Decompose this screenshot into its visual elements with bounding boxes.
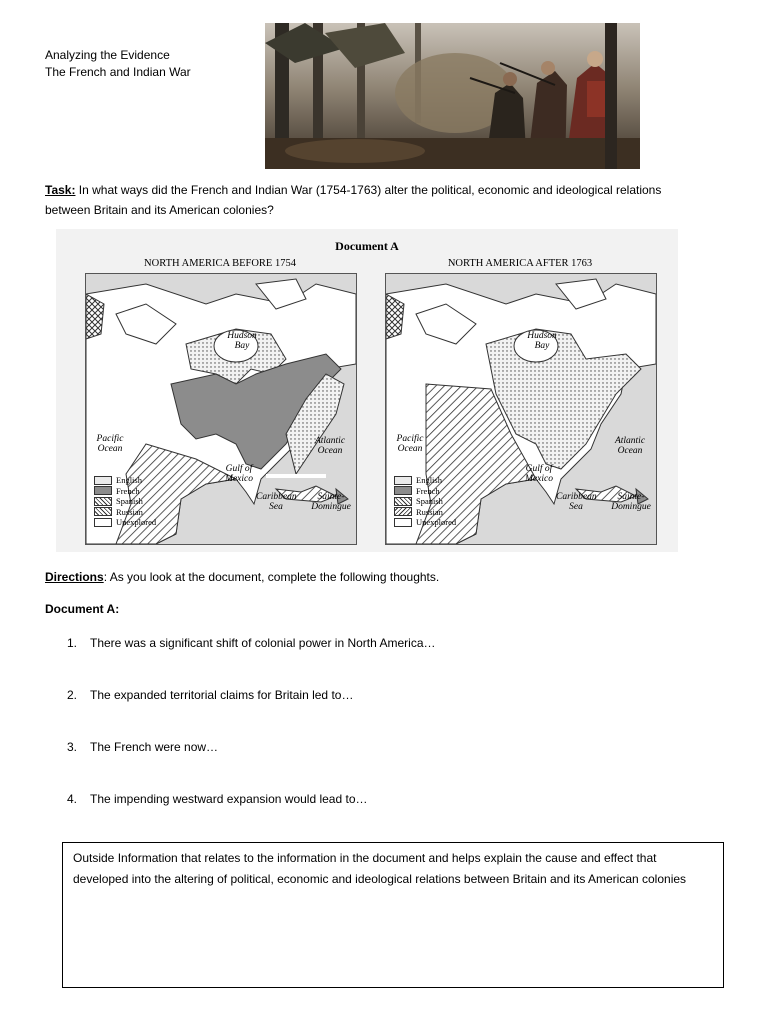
document-a-heading: Document A:: [45, 602, 120, 616]
directions: [45, 570, 439, 584]
question-item: [67, 688, 353, 702]
question-text: There was a significant shift of colonial power in North America…: [90, 636, 436, 650]
directions-text: : As you look at the document, complete the following thoughts.: [103, 570, 440, 584]
atlantic-ocean-label: Atlantic Ocean: [614, 436, 646, 456]
question-text: The expanded territorial claims for Britain led to…: [90, 688, 354, 702]
pacific-ocean-label: Pacific Ocean: [96, 434, 124, 454]
task-prompt: [45, 180, 705, 220]
task-label: Task:: [45, 183, 76, 197]
caribbean-sea-label: Caribbean Sea: [256, 492, 297, 512]
question-number: 1.: [67, 636, 78, 650]
question-text: The impending westward expansion would lead to…: [90, 792, 368, 806]
battle-painting-image: [265, 23, 640, 169]
outside-information-prompt: Outside Information that relates to the information in the document and helps explain the cause and effect that developed into the altering of political, economic and ideological relations between Britain and its American colonies: [73, 851, 687, 886]
map-legend: [394, 475, 456, 528]
map-before-1754: [85, 273, 357, 545]
atlantic-ocean-label: Atlantic Ocean: [314, 436, 346, 456]
worksheet-header: [45, 47, 191, 81]
map-legend: [94, 475, 156, 528]
legend-spanish: Spanish: [416, 496, 443, 506]
map-before-caption: NORTH AMERICA BEFORE 1754: [144, 258, 296, 269]
map-after-caption: NORTH AMERICA AFTER 1763: [447, 258, 593, 269]
question-number: 3.: [67, 740, 78, 754]
pacific-ocean-label: Pacific Ocean: [396, 434, 424, 454]
header-line-1: Analyzing the Evidence: [45, 48, 170, 62]
question-item: [67, 792, 368, 806]
legend-russian: Russian: [416, 506, 443, 517]
question-number: 4.: [67, 792, 78, 806]
document-a-figure: [56, 229, 678, 552]
legend-french: French: [416, 485, 440, 496]
question-number: 2.: [67, 688, 78, 702]
legend-spanish: Spanish: [116, 496, 143, 506]
task-text: In what ways did the French and Indian War (1754-1763) alter the political, economic and ideological relations between Britain and its American colonies?: [45, 183, 662, 217]
legend-french: French: [116, 485, 140, 496]
legend-unexplored: Unexplored: [116, 517, 157, 527]
map-after-1763: [385, 273, 657, 545]
question-text: The French were now…: [90, 740, 219, 754]
directions-label: Directions: [45, 570, 104, 584]
hudson-bay-label: Hudson Bay: [527, 331, 557, 351]
question-item: [67, 740, 218, 754]
legend-russian: Russian: [116, 506, 143, 517]
legend-unexplored: Unexplored: [416, 517, 457, 527]
hudson-bay-label: Hudson Bay: [227, 331, 257, 351]
gulf-of-mexico-label: Gulf of Mexico: [225, 464, 253, 484]
outside-information-box[interactable]: [62, 842, 724, 988]
question-item: [67, 636, 436, 650]
sainte-domingue-label: Sainte-Domingue: [611, 492, 651, 512]
sainte-domingue-label: Sainte-Domingue: [311, 492, 351, 512]
header-line-2: The French and Indian War: [45, 65, 191, 79]
gulf-of-mexico-label: Gulf of Mexico: [525, 464, 553, 484]
document-a-title: Document A: [335, 239, 399, 253]
legend-english: English: [116, 475, 142, 485]
caribbean-sea-label: Caribbean Sea: [556, 492, 597, 512]
legend-english: English: [416, 475, 442, 485]
